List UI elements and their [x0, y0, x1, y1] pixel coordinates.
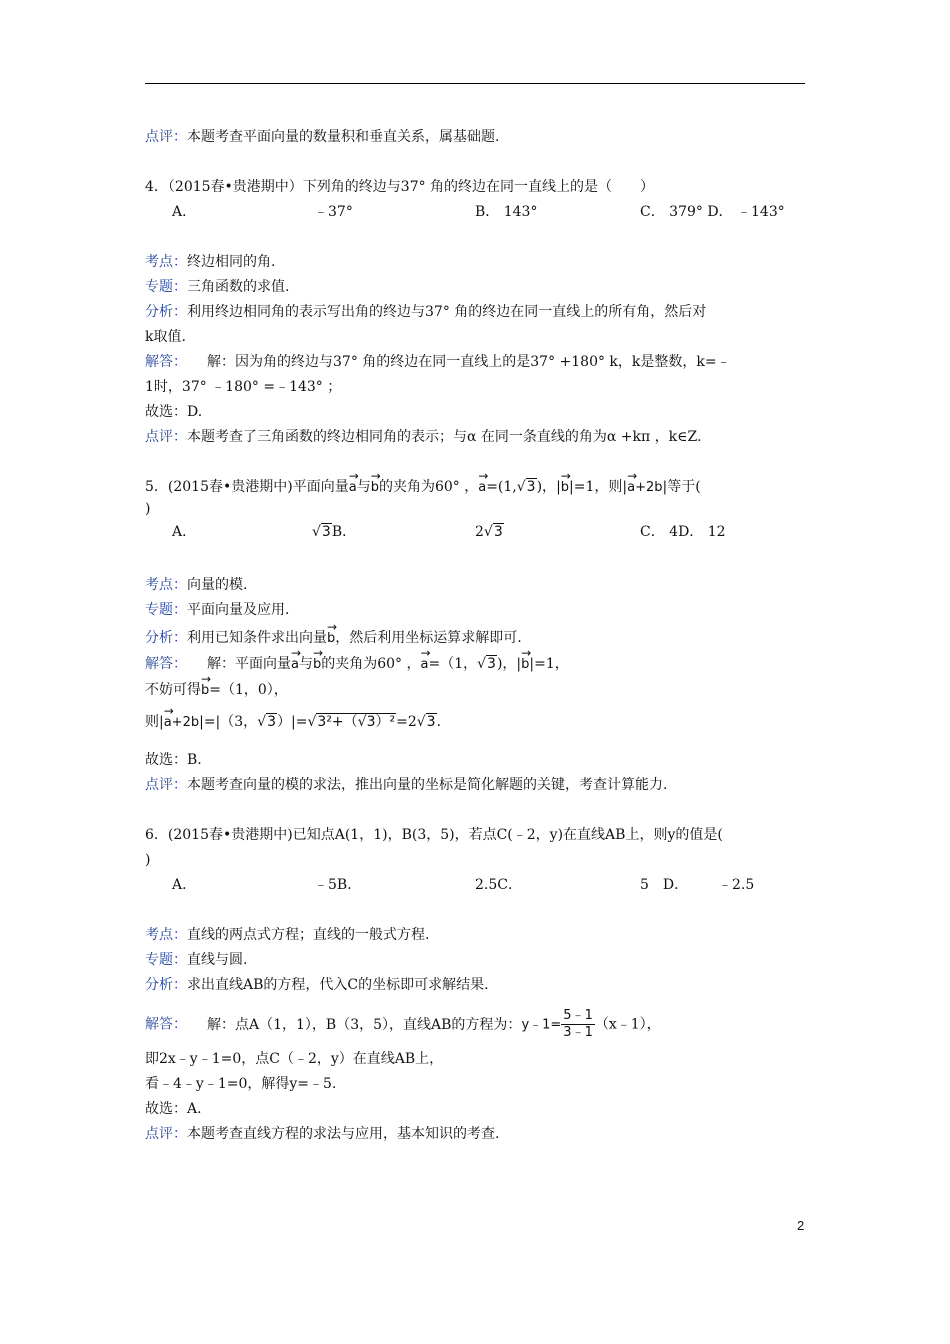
q5-kaodian [145, 576, 247, 594]
q6-option-a-label: A． [172, 877, 197, 893]
q5-bq-post: =（1，0）， [209, 682, 288, 698]
vector-b: → b [371, 473, 379, 497]
q4-zhuanti-text: 三角函数的求值. [187, 279, 290, 295]
q6-equation-rhs: （x﹣1）， [594, 1016, 661, 1033]
q4-dianping-text: 本题考查了三角函数的终边相同角的表示；与α 在同一条直线的角为α +kπ ，k∈Z. [187, 429, 702, 445]
q6-kaodian [145, 926, 429, 944]
q6-option-bc: 2.5C． [475, 877, 522, 893]
q6-dianping [145, 1125, 499, 1143]
q5-jieda-yu: 与 [298, 656, 313, 672]
radicand: 3 [526, 479, 536, 495]
q6-dianping-text: 本题考查直线方程的求法与应用，基本知识的考查. [187, 1126, 500, 1142]
q6-kaodian-text: 直线的两点式方程；直线的一般式方程. [187, 927, 430, 943]
radicand: 3 [321, 524, 331, 540]
label-review: 点评： [145, 777, 187, 793]
label-kaodian: 考点： [145, 927, 187, 943]
q5-ze: 则| [145, 714, 164, 730]
q5-stem: 5．(2015春•贵港期中)平面向量→ a与→ b的夹角为60° ，→ a=(1,√3)，|→ b|=1，则|→ a+2b|等于( [145, 473, 701, 497]
sqrt-three: √3 [483, 524, 503, 540]
q4-jieda [145, 353, 731, 371]
q4-guxuan: 故选：D. [145, 404, 203, 420]
top-review-line [145, 128, 499, 146]
radicand: 3 [493, 524, 503, 540]
q6-slope-fraction [561, 1008, 595, 1041]
sqrt-three: √3 [477, 656, 496, 672]
q5-jieda: 解答： 解：平面向量→ a与→ b的夹角为60° ，→ a=（1，√3)，|→ b|=1， [145, 650, 569, 674]
q4-kaodian [145, 253, 275, 271]
q6-stem-close: ) [145, 852, 151, 868]
q4-option-a-value: ﹣37° [314, 204, 353, 220]
q5-stem-yu: 与 [356, 479, 371, 495]
label-kaodian: 考点： [145, 577, 187, 593]
label-kaodian: 考点： [145, 254, 187, 270]
vector-a: → a [421, 650, 429, 674]
q6-jieda-pre: 解：点A（1，1），B（3，5），直线AB的方程为： [207, 1016, 522, 1033]
q5-fenxi-pre: 利用已知条件求出向量 [187, 630, 327, 646]
q5-dianping-text: 本题考查向量的模的求法，推出向量的坐标是简化解题的关键，考查计算能力. [187, 777, 668, 793]
q5-b-coordinates [145, 676, 288, 700]
vector-a: → a [349, 473, 357, 497]
q5-option-a-label: A． [172, 524, 197, 540]
vector-a-plus-2b: → a+2b [627, 473, 662, 497]
q4-fenxi-text-1: 利用终边相同角的表示写出角的终边与37° 角的终边在同一直线上的所有角，然后对 [187, 304, 707, 320]
q5-option-b-value [475, 523, 504, 541]
q4-kaodian-text: 终边相同的角. [187, 254, 276, 270]
q5-zhuanti [145, 601, 289, 619]
coef-two: 2 [475, 524, 484, 540]
label-zhuanti: 专题： [145, 602, 187, 618]
label-review: 点评： [145, 129, 187, 145]
q4-fenxi [145, 303, 706, 321]
q6-stem: 6．(2015春•贵港期中)已知点A(1，1)，B(3，5)，若点C(﹣2，y)在直线AB上，则y的值是( [145, 827, 723, 843]
label-jieda: 解答： [145, 1016, 187, 1033]
q6-guxuan: 故选：A. [145, 1101, 202, 1117]
q5-jieda-pre: 解：平面向量 [207, 656, 291, 672]
q4-jieda-text-1: 解：因为角的终边与37° 角的终边在同一直线上的是37° +180° k，k是整数，k=﹣ [207, 354, 731, 370]
vector-b: → b [561, 473, 569, 497]
q5-jieda-b1: |=1， [529, 656, 569, 672]
q5-jieda-paren: )， [496, 656, 517, 672]
q5-result: =2 [396, 714, 417, 730]
q6-fenxi [145, 976, 489, 994]
q5-jieda-mid: 的夹角为60° ， [321, 656, 421, 672]
q6-jieda-line-2: 即2x﹣y﹣1=0，点C（﹣2，y）在直线AB上， [145, 1051, 444, 1067]
q4-option-cd: C． 379° D． ﹣143° [640, 204, 785, 220]
q6-fenxi-text: 求出直线AB的方程，代入C的坐标即可求解结果. [187, 977, 489, 993]
label-fenxi: 分析： [145, 630, 187, 646]
q4-dianping [145, 428, 701, 446]
sqrt-three: √3 [416, 714, 436, 730]
label-review: 点评： [145, 429, 187, 445]
q5-stem-b1: |=1，则 [569, 479, 623, 495]
q4-stem: 4．（2015春•贵港期中）下列角的终边与37° 角的终边在同一直线上的是（ ） [145, 179, 655, 195]
q5-stem-paren: )， [536, 479, 557, 495]
fraction-denominator: 3﹣1 [563, 1025, 593, 1040]
q5-stem-pre: 5．(2015春•贵港期中)平面向量 [145, 479, 349, 495]
q6-jieda-line-3: 看﹣4﹣y﹣1=0，解得y=﹣5. [145, 1076, 337, 1092]
vector-b: → b [313, 650, 321, 674]
q6-equation-lhs: y﹣1= [521, 1017, 562, 1033]
q5-mid1: |=|（3， [199, 714, 258, 730]
fraction-numerator: 5﹣1 [563, 1008, 593, 1023]
radicand: 3 [267, 714, 277, 730]
page-number: 2 [797, 1218, 805, 1233]
q5-stem-mid: 的夹角为60° ， [378, 479, 479, 495]
q4-option-a-label: A． [172, 204, 197, 220]
q5-zhuanti-text: 平面向量及应用. [187, 602, 290, 618]
q5-option-b-label: B． [331, 524, 357, 540]
q4-jieda-text-2: 1时，37° ﹣180° =﹣143° ； [145, 379, 342, 395]
q5-result-end: . [436, 714, 442, 730]
sqrt-expression: √3²+（√3）² [307, 714, 396, 730]
q5-fenxi-post: ，然后利用坐标运算求解即可. [335, 630, 522, 646]
q5-stem-end: 等于( [667, 479, 701, 495]
vector-b: → b [327, 624, 335, 648]
radicand-expression: 3²+（√3）² [317, 714, 396, 730]
q4-option-b: B． 143° [475, 204, 538, 220]
sqrt-three: √3 [257, 714, 277, 730]
q6-jieda [145, 1008, 661, 1041]
q6-zhuanti-text: 直线与圆. [187, 952, 248, 968]
q5-jieda-eq: =（1， [428, 656, 478, 672]
label-fenxi: 分析： [145, 304, 187, 320]
q5-magnitude-calc [145, 708, 441, 732]
label-zhuanti: 专题： [145, 952, 187, 968]
q5-bq-pre: 不妨可得 [145, 682, 201, 698]
radicand: 3 [487, 656, 496, 672]
q4-fenxi-text-2: k取值. [145, 329, 186, 345]
q5-kaodian-text: 向量的模. [187, 577, 248, 593]
sqrt-three: √3 [312, 524, 331, 540]
q5-option-cd: C． 4D． 12 [640, 524, 726, 540]
label-review: 点评： [145, 1126, 187, 1142]
label-jieda: 解答： [145, 656, 187, 672]
top-review-text: 本题考查平面向量的数量积和垂直关系，属基础题. [187, 129, 500, 145]
q6-option-ab: ﹣5B． [314, 877, 362, 893]
q5-stem-close: ) [145, 501, 151, 517]
q4-zhuanti [145, 278, 289, 296]
q6-zhuanti [145, 951, 247, 969]
vector-a: → a [478, 473, 486, 497]
q5-mid2: ）|= [277, 714, 308, 730]
q6-option-cd: 5 D． [640, 877, 689, 893]
q5-option-a-value [312, 523, 356, 541]
radicand: 3 [426, 714, 436, 730]
vector-a-plus-2b: → a+2b [164, 708, 199, 732]
vector-b: → b [521, 650, 529, 674]
header-rule [145, 83, 805, 84]
label-jieda: 解答： [145, 354, 187, 370]
q5-dianping [145, 776, 667, 794]
q5-fenxi [145, 624, 522, 648]
vector-b: → b [201, 676, 209, 700]
q5-guxuan: 故选：B. [145, 752, 202, 768]
vector-a: → a [291, 650, 299, 674]
label-zhuanti: 专题： [145, 279, 187, 295]
sqrt-three: √3 [516, 479, 536, 495]
label-fenxi: 分析： [145, 977, 187, 993]
q6-option-d: ﹣2.5 [718, 877, 755, 893]
q5-stem-eq: =(1, [486, 479, 517, 495]
